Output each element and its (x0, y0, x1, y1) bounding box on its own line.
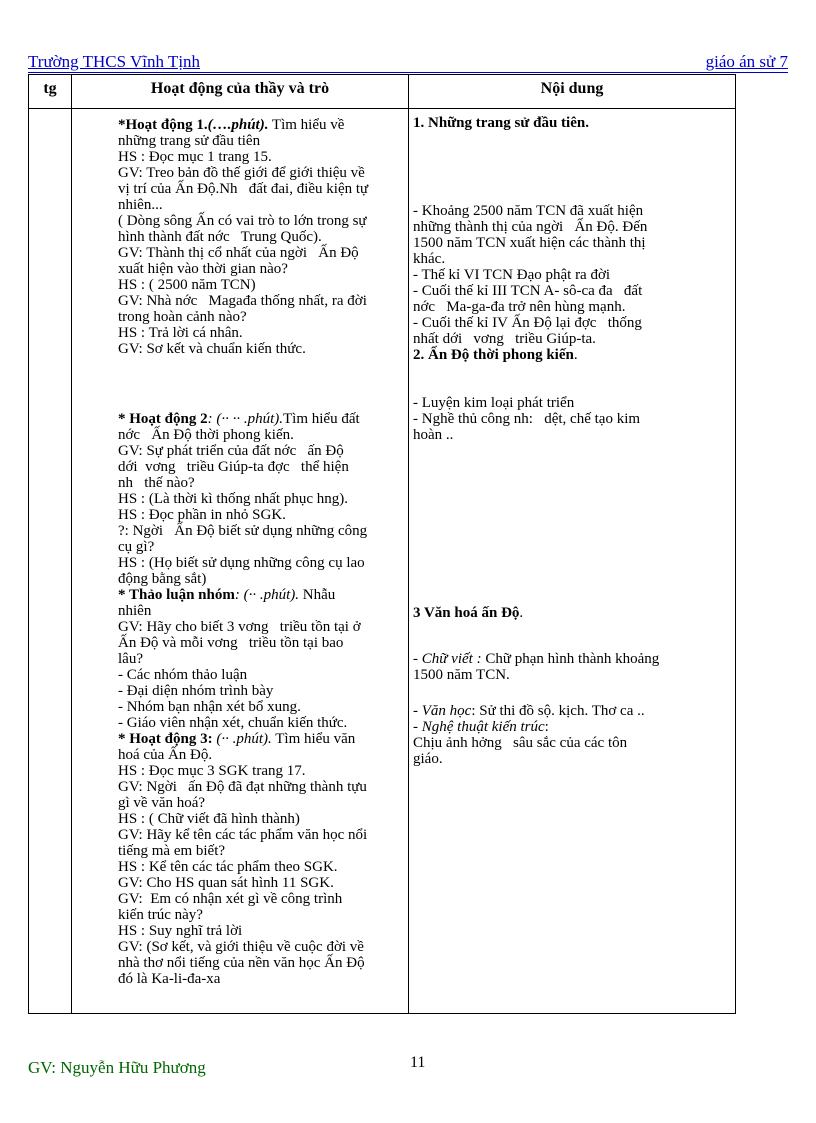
literature-line: - Văn học: Sử thi đồ sộ. kịch. Thơ ca .. (413, 703, 645, 719)
text-line: HS : Đọc mục 3 SGK trang 17. (118, 763, 306, 779)
architecture-lines (413, 735, 731, 767)
text-line: nhiên... (118, 197, 163, 213)
table-header-row (29, 75, 736, 109)
text-line: - Cuối thế kỉ IV Ấn Độ lại đợc thống (413, 315, 642, 331)
text-line: trong hoàn cảnh nào? (118, 309, 247, 325)
col-content-header: Nội dung (409, 75, 736, 109)
text-line: hình thành đất nớc Trung Quốc). (118, 229, 322, 245)
text-line: HS : (Là thời kì thống nhất phục hng). (118, 491, 348, 507)
text-line: Chịu ảnh hởng sâu sắc của các tôn (413, 735, 628, 751)
text-line: GV: Ngời ấn Độ đã đạt những thành tựu (118, 779, 367, 795)
text-line: nh thế nào? (118, 475, 195, 491)
text-line: GV: Treo bản đồ thế giới để giới thiệu về (118, 165, 365, 181)
text-line: - Các nhóm thảo luận (118, 667, 248, 683)
text-line: GV: Sơ kết và chuẩn kiến thức. (118, 341, 306, 357)
activity-3-lines (118, 603, 400, 731)
col-activity-header: Hoạt động của thầy và trò (72, 75, 409, 109)
table-body-row (29, 109, 736, 1014)
activity-cell (72, 109, 409, 1014)
text-line: HS : Đọc mục 1 trang 15. (118, 149, 272, 165)
text-line: lâu? (118, 651, 143, 667)
subject-label: giáo án sử 7 (705, 52, 788, 71)
section-1-title: 1. Những trang sử đầu tiên. (413, 115, 589, 131)
text-line: HS : Đọc phần in nhỏ SGK. (118, 507, 286, 523)
text-line: GV: Sự phát triển của đất nớc ấn Độ (118, 443, 344, 459)
text-line: nhà thơ nổi tiếng của nền văn học Ấn Độ (118, 955, 365, 971)
text-line: GV: Em có nhận xét gì về công trình (118, 891, 343, 907)
text-line: cụ gì? (118, 539, 155, 555)
content-cell (409, 109, 736, 1014)
text-line: GV: Thành thị cổ nhất của ngời Ấn Độ (118, 245, 359, 261)
text-line: Ấn Độ và mỗi vơng triều tồn tại bao (118, 635, 344, 651)
text-line: - Cuối thế kỉ III TCN A- sô-ca đa đất (413, 283, 643, 299)
activity-4-heading: * Hoạt động 3: (·· .phút). Tìm hiểu văn (118, 731, 356, 747)
text-line: gì về văn hoá? (118, 795, 206, 811)
text-line: HS : Suy nghĩ trả lời (118, 923, 243, 939)
text-line: ( Dòng sông Ấn có vai trò to lớn trong sự (118, 213, 367, 229)
activity-3-heading: * Thảo luận nhóm: (·· .phút). Nhẫu (118, 587, 336, 603)
architecture-line: - Nghệ thuật kiến trúc: (413, 719, 549, 735)
text-line: - Luyện kim loại phát triển (413, 395, 575, 411)
text-line: hoàn .. (413, 427, 454, 443)
activity-2-lines (118, 427, 400, 587)
text-line: GV: Hãy kể tên các tác phẩm văn học nổi (118, 827, 368, 843)
text-line: nhiên (118, 603, 152, 619)
activity-1-lines (118, 133, 400, 357)
text-line: ?: Ngời Ấn Độ biết sử dụng những công (118, 523, 368, 539)
activity-2-heading: * Hoạt động 2: (·· ·· .phút).Tìm hiểu đất (118, 411, 360, 427)
school-name: Trường THCS Vĩnh Tịnh (28, 52, 201, 71)
text-line: GV: Nhà nớc Magađa thống nhất, ra đời (118, 293, 367, 309)
text-line: nhất dới vơng triều Giúp-ta. (413, 331, 596, 347)
text-line: HS : ( 2500 năm TCN) (118, 277, 256, 293)
text-line: GV: Hãy cho biết 3 vơng triều tồn tại ở (118, 619, 361, 635)
header-rule (28, 72, 788, 73)
text-line: HS : Kể tên các tác phẩm theo SGK. (118, 859, 338, 875)
section-1-lines (413, 203, 731, 347)
text-line: những thành thị của ngời Ấn Độ. Đến (413, 219, 648, 235)
text-line: - Nhóm bạn nhận xét bổ xung. (118, 699, 301, 715)
text-line: dới vơng triều Giúp-ta đợc thể hiện (118, 459, 349, 475)
text-line: khác. (413, 251, 446, 267)
text-line: GV: Cho HS quan sát hình 11 SGK. (118, 875, 334, 891)
text-line: - Nghề thủ công nh: dệt, chế tạo kim (413, 411, 641, 427)
lesson-table (28, 74, 736, 1014)
activity-1-heading: *Hoạt động 1.(….phút). Tìm hiểu về (118, 117, 345, 133)
text-line: nớc Ấn Độ thời phong kiến. (118, 427, 294, 443)
section-3-title: 3 Văn hoá ấn Độ. (413, 605, 524, 621)
text-line: HS : Trả lời cá nhân. (118, 325, 243, 341)
text-line: nớc Ma-ga-đa trở nên hùng mạnh. (413, 299, 626, 315)
text-line: vị trí của Ấn Độ.Nh đất đai, điều kiện tự (118, 181, 369, 197)
footer-teacher: GV: Nguyễn Hữu Phương (28, 1058, 206, 1077)
text-line: giáo. (413, 751, 443, 767)
writing-line: - Chữ viết : Chữ phạn hình thành khoảng (413, 651, 660, 667)
col-tg-header: tg (29, 75, 72, 109)
text-line: xuất hiện vào thời gian nào? (118, 261, 288, 277)
text-line: - Thế kỉ VI TCN Đạo phật ra đời (413, 267, 611, 283)
text-line: HS : (Họ biết sử dụng những công cụ lao (118, 555, 365, 571)
page-number: 11 (410, 1054, 426, 1071)
time-cell (29, 109, 72, 1014)
text-line: đó là Ka-li-đa-xa (118, 971, 221, 987)
text-line: động bằng sắt) (118, 571, 207, 587)
text-line: GV: (Sơ kết, và giới thiệu về cuộc đời về (118, 939, 364, 955)
text-line: - Giáo viên nhận xét, chuẩn kiến thức. (118, 715, 348, 731)
text-line: - Khoảng 2500 năm TCN đã xuất hiện (413, 203, 644, 219)
section-2-lines (413, 395, 731, 443)
text-line: kiến trúc này? (118, 907, 203, 923)
text-line: hoá của Ấn Độ. (118, 747, 213, 763)
text-line: HS : ( Chữ viết đã hình thành) (118, 811, 300, 827)
text-line: những trang sử đầu tiên (118, 133, 261, 149)
text-line: 1500 năm TCN xuất hiện các thành thị (413, 235, 646, 251)
text-line: - Đại diện nhóm trình bày (118, 683, 274, 699)
section-2-title: 2. Ấn Độ thời phong kiến. (413, 347, 578, 363)
activity-4-lines (118, 747, 400, 987)
text-line: tiếng mà em biết? (118, 843, 226, 859)
writing-line-cont: 1500 năm TCN. (413, 667, 510, 683)
